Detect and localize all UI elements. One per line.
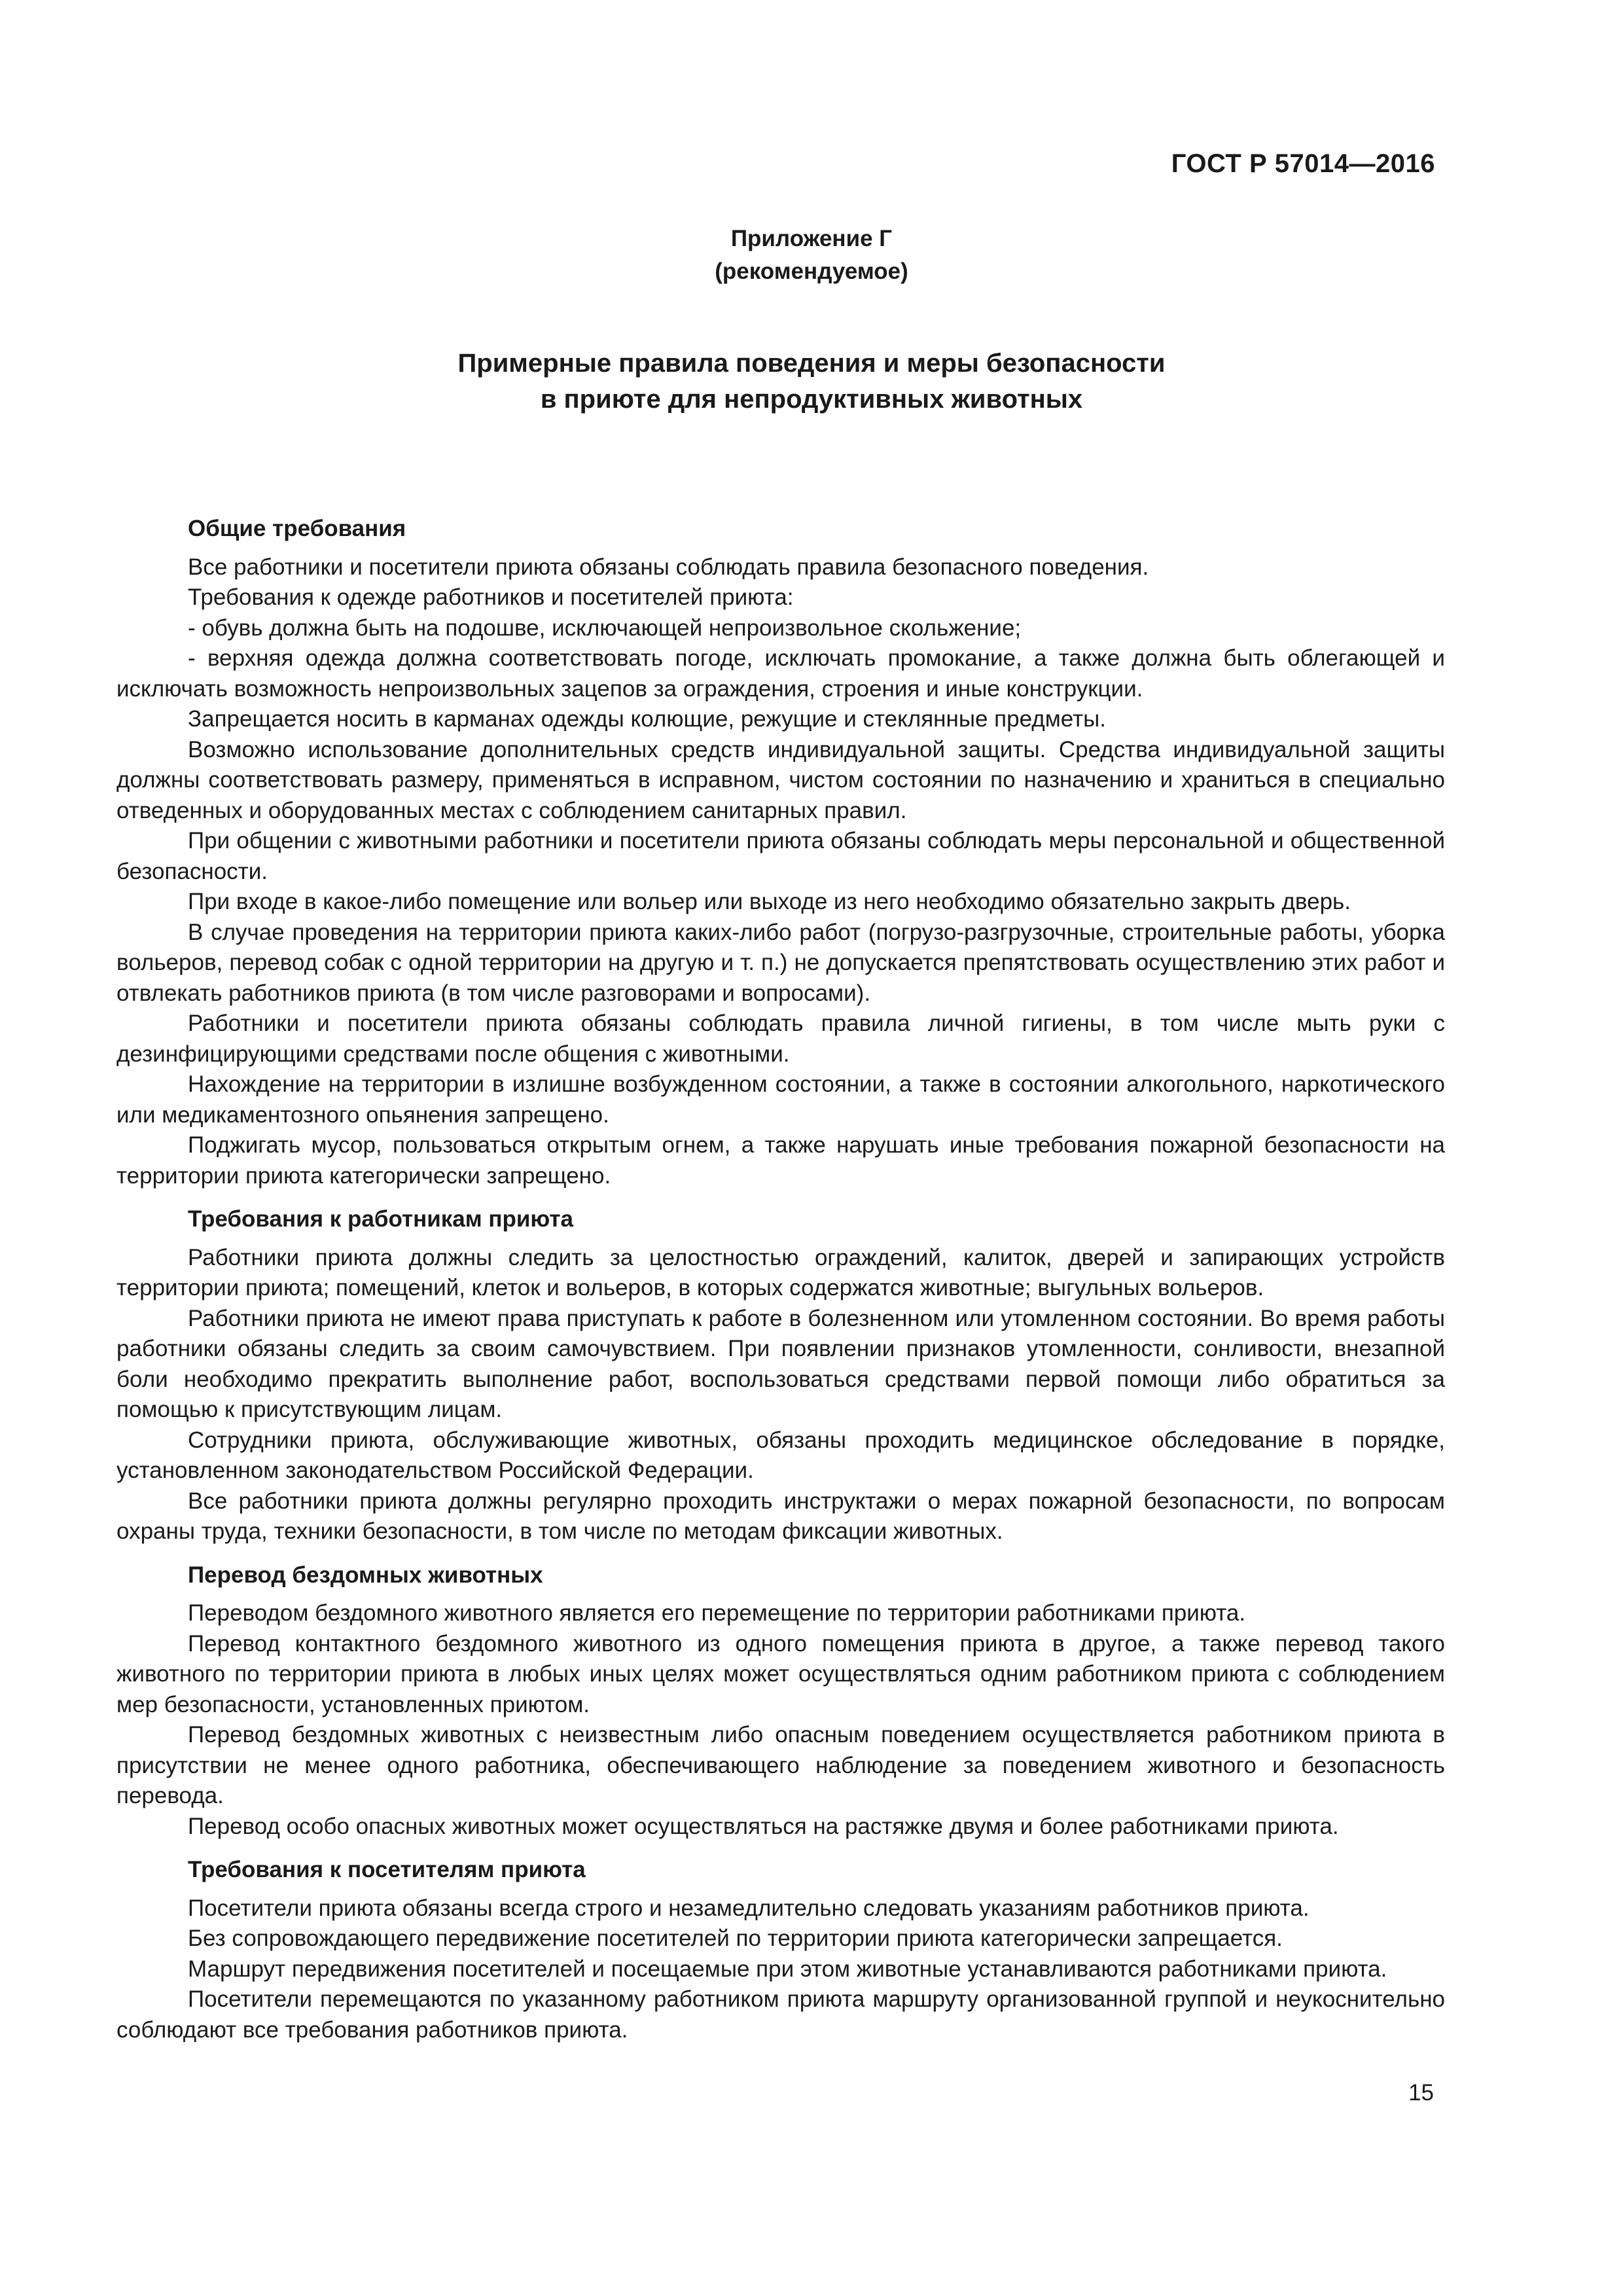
appendix-heading	[0, 223, 1623, 288]
paragraph: Перевод бездомных животных с неизвестным либо опасным поведением осуществляется работником приюта в присутствии не менее одного работника, обеспечивающего наблюдение за поведением животного и безопасность перевода.	[116, 1722, 1445, 1808]
section-heading-animal-transfer: Перевод бездомных животных	[188, 1562, 543, 1588]
paragraph: Без сопровождающего передвижение посетителей по территории приюта категорически запрещается.	[188, 1926, 1283, 1951]
paragraph: Возможно использование дополнительных средств индивидуальной защиты. Средства индивидуальной защиты должны соответствовать размеру, применяться в исправном, чистом состоянии по назначению и храниться в специально отведенных и оборудованных местах с соблюдением санитарных правил.	[116, 736, 1445, 823]
paragraph: Перевод особо опасных животных может осуществляться на растяжке двумя и более работниками приюта.	[188, 1813, 1339, 1839]
appendix-label: Приложение Г	[730, 226, 893, 251]
appendix-status: (рекомендуемое)	[715, 259, 908, 284]
paragraph: Работники приюта должны следить за целостностью ограждений, калиток, дверей и запирающих устройств территории приюта; помещений, клеток и вольеров, в которых содержатся животные; выгульных вольеров.	[116, 1244, 1445, 1300]
paragraph: Перевод контактного бездомного животного из одного помещения приюта в другое, а также перевод такого животного по территории приюта в любых иных целях может осуществляться одним работником приюта с соблюдением мер безопасности, установленных приютом.	[116, 1630, 1445, 1717]
paragraph: Все работники приюта должны регулярно проходить инструктажи о мерах пожарной безопасности, по вопросам охраны труда, техники безопасности, в том числе по методам фиксации животных.	[116, 1488, 1445, 1544]
paragraph: Посетители перемещаются по указанному работником приюта маршруту организованной группой и неукоснительно соблюдают все требования работников приюта.	[116, 1986, 1445, 2043]
page-number: 15	[1408, 2080, 1434, 2106]
document-title-line-1: Примерные правила поведения и меры безопасности	[457, 349, 1166, 378]
section-heading-general: Общие требования	[188, 516, 406, 541]
document-title-line-2: в приюте для непродуктивных животных	[540, 385, 1083, 414]
document-body	[116, 514, 1445, 2045]
paragraph: Нахождение на территории в излишне возбужденном состоянии, а также в состоянии алкогольного, наркотического или медикаментозного опьянения запрещено.	[116, 1071, 1445, 1128]
paragraph: При входе в какое-либо помещение или вольер или выходе из него необходимо обязательно закрыть дверь.	[188, 889, 1351, 914]
paragraph: Поджигать мусор, пользоваться открытым огнем, а также нарушать иные требования пожарной безопасности на территории приюта категорически запрещено.	[116, 1132, 1445, 1189]
section-heading-visitor-requirements: Требования к посетителям приюта	[188, 1857, 586, 1882]
paragraph: Работники и посетители приюта обязаны соблюдать правила личной гигиены, в том числе мыть руки с дезинфицирующими средствами после общения с животными.	[116, 1011, 1445, 1067]
paragraph: Все работники и посетители приюта обязаны соблюдать правила безопасного поведения.	[188, 554, 1149, 580]
section-heading-staff-requirements: Требования к работникам приюта	[188, 1206, 574, 1232]
list-item: - обувь должна быть на подошве, исключающей непроизвольное скольжение;	[188, 615, 1022, 641]
paragraph: При общении с животными работники и посетители приюта обязаны соблюдать меры персональной и общественной безопасности.	[116, 828, 1445, 884]
paragraph: Переводом бездомного животного является его перемещение по территории работниками приюта.	[188, 1600, 1246, 1626]
paragraph: В случае проведения на территории приюта каких-либо работ (погрузо-разгрузочные, строительные работы, уборка вольеров, перевод собак с одной территории на другую и т. п.) не допускается препятствовать осуществлению этих работ и отвлекать работников приюта (в том числе разговорами и вопросами).	[116, 919, 1445, 1006]
paragraph: Работники приюта не имеют права приступать к работе в болезненном или утомленном состоянии. Во время работы работники обязаны следить за своим самочувствием. При появлении признаков утомленности, сонливости, внезапной боли необходимо прекратить выполнение работ, воспользоваться средствами первой помощи либо обратиться за помощью к присутствующим лицам.	[116, 1305, 1445, 1422]
paragraph: Маршрут передвижения посетителей и посещаемые при этом животные устанавливаются работниками приюта.	[188, 1956, 1387, 1982]
paragraph: Сотрудники приюта, обслуживающие животных, обязаны проходить медицинское обследование в порядке, установленном законодательством Российской Федерации.	[116, 1427, 1445, 1483]
paragraph: Посетители приюта обязаны всегда строго и незамедлительно следовать указаниям работников приюта.	[188, 1895, 1310, 1921]
list-item: - верхняя одежда должна соответствовать погоде, исключать промокание, а также должна быть облегающей и исключать возможность непроизвольных зацепов за ограждения, строения и иные конструкции.	[116, 645, 1445, 702]
document-code: ГОСТ Р 57014—2016	[1171, 149, 1435, 178]
paragraph: Запрещается носить в карманах одежды колющие, режущие и стеклянные предметы.	[188, 706, 1106, 732]
document-title	[0, 346, 1623, 418]
paragraph: Требования к одежде работников и посетителей приюта:	[188, 584, 794, 610]
